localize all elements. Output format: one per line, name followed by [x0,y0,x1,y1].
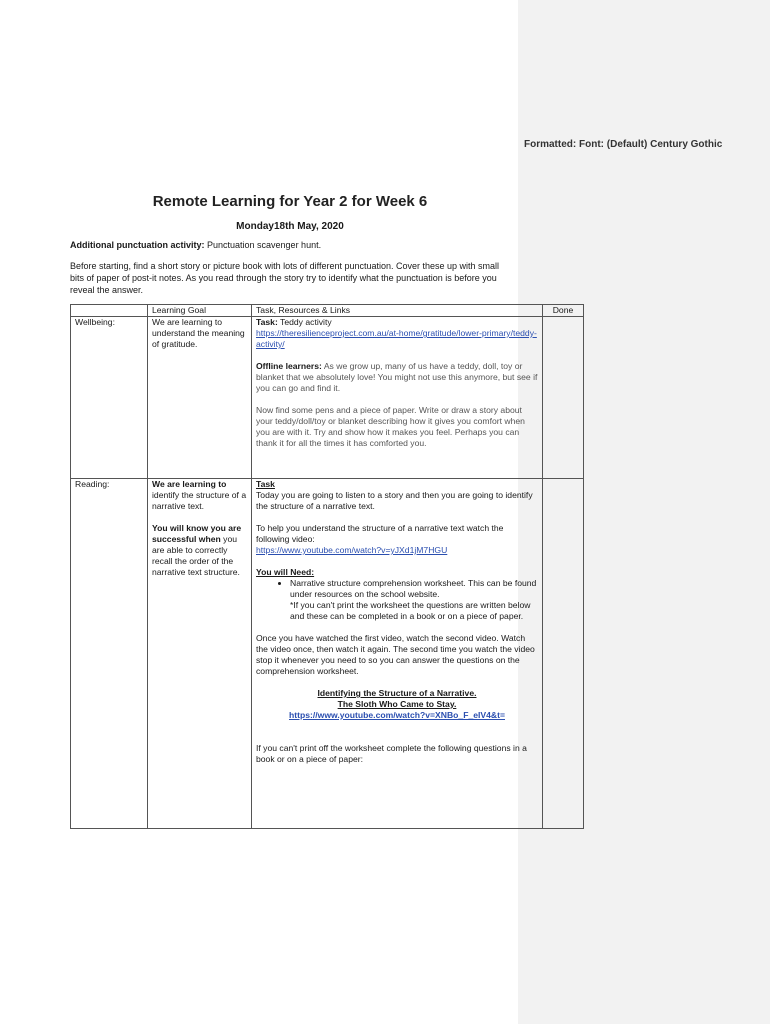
punctuation-label: Additional punctuation activity: [70,240,205,250]
punctuation-text: Punctuation scavenger hunt. [204,240,322,250]
list-item: • Narrative structure comprehension worksheet. This can be found under resources on the school website. *If you can't print the worksheet the questions are written below and these can be completed in a book or on a piece of paper. [290,578,538,622]
narrative-heading: Identifying the Structure of a Narrative. [317,688,477,698]
wellbeing-task-text: Teddy activity [277,317,332,327]
reading-goal-bold: We are learning to [152,479,227,489]
goal-reading [148,479,252,829]
second-video-text: Once you have watched the first video, watch the second video. Watch the video once, then watch it again. The second time you watch the video stop it whenever you need to so you can answer the questions on the comprehension worksheet. [256,633,535,676]
print-note: *If you can't print the worksheet the questions are written below and these can be completed in a book or on a piece of paper. [290,600,531,621]
success-bold: You will know you are successful when [152,523,242,544]
task-wellbeing [252,317,543,479]
reading-task-label: Task [256,479,275,489]
reading-goal-text: identify the structure of a narrative text. [152,490,247,511]
done-wellbeing[interactable] [543,317,584,479]
goal-wellbeing: We are learning to understand the meaning of gratitude. [148,317,252,479]
help-text: To help you understand the structure of a narrative text watch the following video: [256,523,504,544]
table-row-reading [71,479,584,829]
subject-reading: Reading: [71,479,148,829]
header-task: Task, Resources & Links [252,305,543,317]
offline-text: As we grow up, many of us have a teddy, doll, toy or blanket that we absolutely love! You might not use this anymore, but see if you can go and find it. [256,361,538,393]
page-title: Remote Learning for Year 2 for Week 6 [152,193,428,210]
page-date: Monday18th May, 2020 [236,221,344,232]
header-subject [71,305,148,317]
comment-format-note: Formatted: Font: (Default) Century Gothic [524,139,723,150]
you-will-need-label: You will Need: [256,567,315,577]
sloth-video-link[interactable]: https://www.youtube.com/watch?v=XNBo_F_eIV4&t= [289,710,505,720]
punctuation-activity [70,240,510,250]
lesson-table [70,304,584,829]
table-header-row [71,305,584,317]
header-goal: Learning Goal [148,305,252,317]
teddy-activity-link[interactable]: https://theresilienceproject.com.au/at-home/gratitude/lower-primary/teddy-activity/ [256,328,537,349]
sloth-heading: The Sloth Who Came to Stay. [337,699,457,709]
header-done: Done [543,305,584,317]
task-reading [252,479,543,829]
draw-story-text: Now find some pens and a piece of paper. Write or draw a story about your teddy/doll/toy or blanket describing how it gives you comfort when you are with it. Try and show how it makes you feel. Perhaps you can thank it for all the times it has comforted you. [256,405,525,448]
structure-video-link[interactable]: https://www.youtube.com/watch?v=yJXd1jM7HGU [256,545,448,555]
table-row-wellbeing [71,317,584,479]
intro-paragraph: Before starting, find a short story or picture book with lots of different punctuation. Cover these up with small bits of paper of post-it notes. As you read through the story try to identify what the punctuation is before you reveal the answer. [70,261,500,295]
wellbeing-task-label: Task: [256,317,278,327]
print-off-text: If you can't print off the worksheet complete the following questions in a book or on a piece of paper: [256,743,527,764]
offline-label: Offline learners: [256,361,322,371]
need-list [256,578,538,622]
done-reading[interactable] [543,479,584,829]
success-text: you are able to correctly recall the order of the narrative text structure. [152,534,240,577]
reading-task-text: Today you are going to listen to a story and then you are going to identify the structure of a narrative text. [256,490,533,511]
subject-wellbeing: Wellbeing: [71,317,148,479]
